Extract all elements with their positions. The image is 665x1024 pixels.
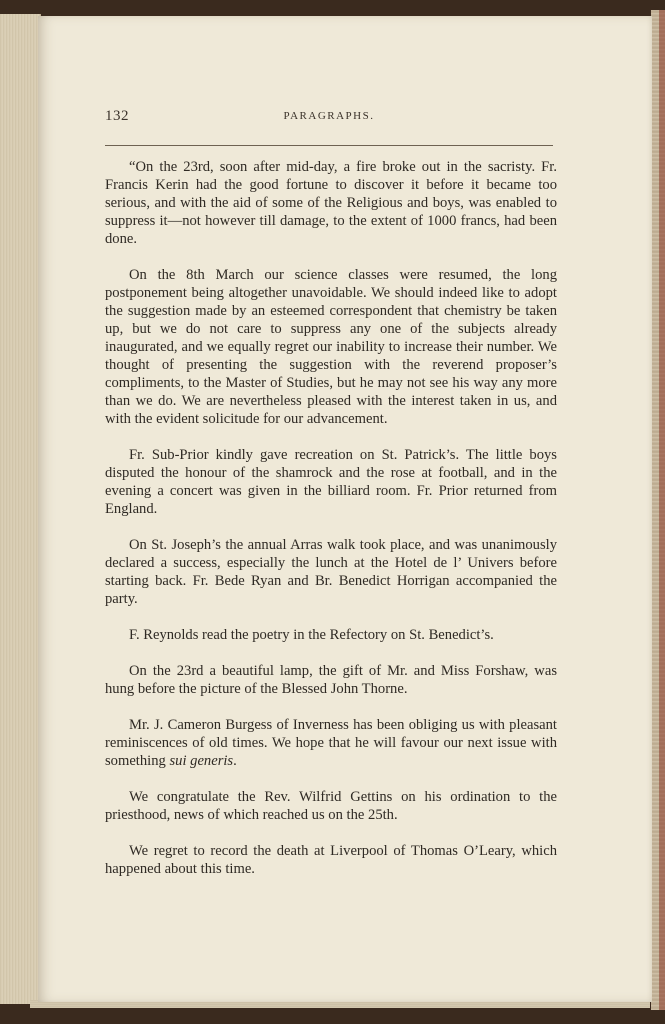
page-body: [105, 158, 557, 878]
cover-edge: [651, 10, 665, 1010]
paragraph-oleary: We regret to record the death at Liverpool of Thomas O’Leary, which happened about this time.: [105, 843, 557, 877]
paragraph-gettins: We congratulate the Rev. Wilfrid Gettins on his ordination to the priesthood, news of which reached us on the 25th.: [105, 789, 557, 823]
burgess-text: Mr. J. Cameron Burgess of Inverness has been obliging us with pleasant reminiscences of old times. We hope that he will favour our next issue with something: [105, 717, 557, 769]
page-stack-edge: [0, 14, 41, 1004]
section-title: PARAGRAPHS.: [283, 110, 375, 122]
header-rule: [105, 145, 553, 146]
paragraph-burgess: [105, 716, 557, 770]
page-number: 132: [105, 108, 129, 124]
paragraph-fire: “On the 23rd, soon after mid-day, a fire broke out in the sacristy. Fr. Francis Kerin had the good fortune to discover it before it became too serious, and with the aid of some of the Religious and boys, was enabled to suppress it—not however till damage, to the extent of 1000 francs, had been done.: [105, 159, 557, 247]
paragraph-lamp: On the 23rd a beautiful lamp, the gift of Mr. and Miss Forshaw, was hung before the picture of the Blessed John Thorne.: [105, 663, 557, 697]
burgess-end: .: [233, 753, 237, 769]
burgess-italic-phrase: sui generis: [169, 753, 234, 769]
paragraph-st-josephs: On St. Joseph’s the annual Arras walk took place, and was unanimously declared a success, especially the lunch at the Hotel de l’ Univers before starting back. Fr. Bede Ryan and Br. Benedict Horrigan accompanied the party.: [105, 537, 557, 607]
paragraph-science-classes: On the 8th March our science classes were resumed, the long postponement being altogether unavoidable. We should indeed like to adopt the suggestion made by an esteemed correspondent that chemistry be taken up, but we do not care to suppress any one of the subjects already inaugurated, and we equally regret our inability to increase their number. We thought of presenting the suggestion with the reverend proposer’s compliments, to the Master of Studies, but he may not see his way any more than we do. We are nevertheless pleased with the interest taken in us, and with the evident solicitude for our advancement.: [105, 267, 557, 427]
paragraph-st-benedicts: F. Reynolds read the poetry in the Refectory on St. Benedict’s.: [129, 627, 494, 643]
running-head: [105, 108, 553, 130]
paragraph-st-patricks: Fr. Sub-Prior kindly gave recreation on St. Patrick’s. The little boys disputed the honour of the shamrock and the rose at football, and in the evening a concert was given in the billiard room. Fr. Prior returned from England.: [105, 447, 557, 517]
